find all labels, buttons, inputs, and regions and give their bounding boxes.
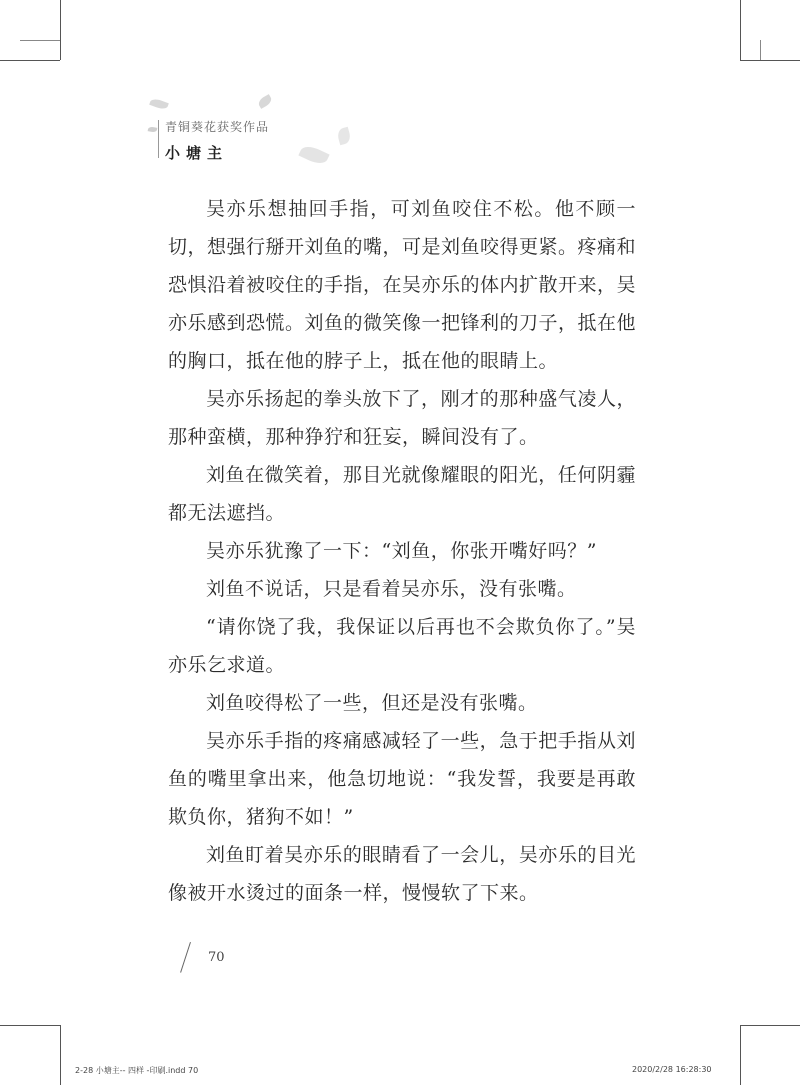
paragraph: 刘鱼不说话，只是看着吴亦乐，没有张嘴。 (206, 578, 577, 600)
leaf-decoration-icon (336, 127, 352, 146)
book-title: 小塘主 (165, 144, 229, 162)
header-rule (158, 120, 159, 158)
leaf-decoration-icon (148, 126, 158, 132)
leaf-decoration-icon (298, 143, 329, 168)
paragraph: 刘鱼在微笑着，那目光就像耀眼的阳光，任何阴霾都无法遮挡。 (168, 464, 636, 524)
slug-file: 2-28 小塘主-- 四样 -印刷.indd 70 (75, 1066, 199, 1075)
folio-slash (180, 942, 191, 973)
crop-mark (60, 0, 61, 60)
crop-mark (740, 60, 800, 61)
paragraph: “请你饶了我，我保证以后再也不会欺负你了。”吴亦乐乞求道。 (168, 616, 636, 676)
page-number: 70 (208, 950, 225, 965)
crop-mark (0, 60, 60, 61)
running-header (165, 118, 269, 163)
body-text (168, 190, 636, 912)
crop-mark (0, 1025, 60, 1026)
paragraph: 吴亦乐手指的疼痛感减轻了一些，急于把手指从刘鱼的嘴里拿出来，他急切地说：“我发誓，我要是再敢欺负你，猪狗不如！” (168, 730, 636, 828)
crop-mark (20, 40, 60, 41)
series-title: 青铜葵花获奖作品 (165, 120, 270, 134)
paragraph: 吴亦乐犹豫了一下：“刘鱼，你张开嘴好吗？” (206, 540, 597, 562)
crop-mark (740, 1025, 800, 1026)
paragraph: 吴亦乐想抽回手指，可刘鱼咬住不松。他不顾一切，想强行掰开刘鱼的嘴，可是刘鱼咬得更紧。疼痛和恐惧沿着被咬住的手指，在吴亦乐的体内扩散开来，吴亦乐感到恐慌。刘鱼的微笑像一把锋利的刀子，抵在他的胸口，抵在他的脖子上，抵在他的眼睛上。 (168, 198, 637, 372)
paragraph: 刘鱼咬得松了一些，但还是没有张嘴。 (206, 692, 538, 714)
crop-mark (740, 0, 741, 60)
paragraph: 吴亦乐扬起的拳头放下了，刚才的那种盛气凌人，那种蛮横，那种狰狞和狂妄，瞬间没有了。 (168, 388, 636, 448)
crop-mark (60, 1025, 61, 1085)
slug-timestamp: 2020/2/28 16:28:30 (632, 1065, 712, 1074)
crop-mark (740, 1025, 741, 1085)
leaf-decoration-icon (149, 97, 169, 111)
paragraph: 刘鱼盯着吴亦乐的眼睛看了一会儿，吴亦乐的目光像被开水烫过的面条一样，慢慢软了下来。 (168, 844, 636, 904)
leaf-decoration-icon (257, 94, 274, 109)
crop-mark (760, 40, 761, 60)
